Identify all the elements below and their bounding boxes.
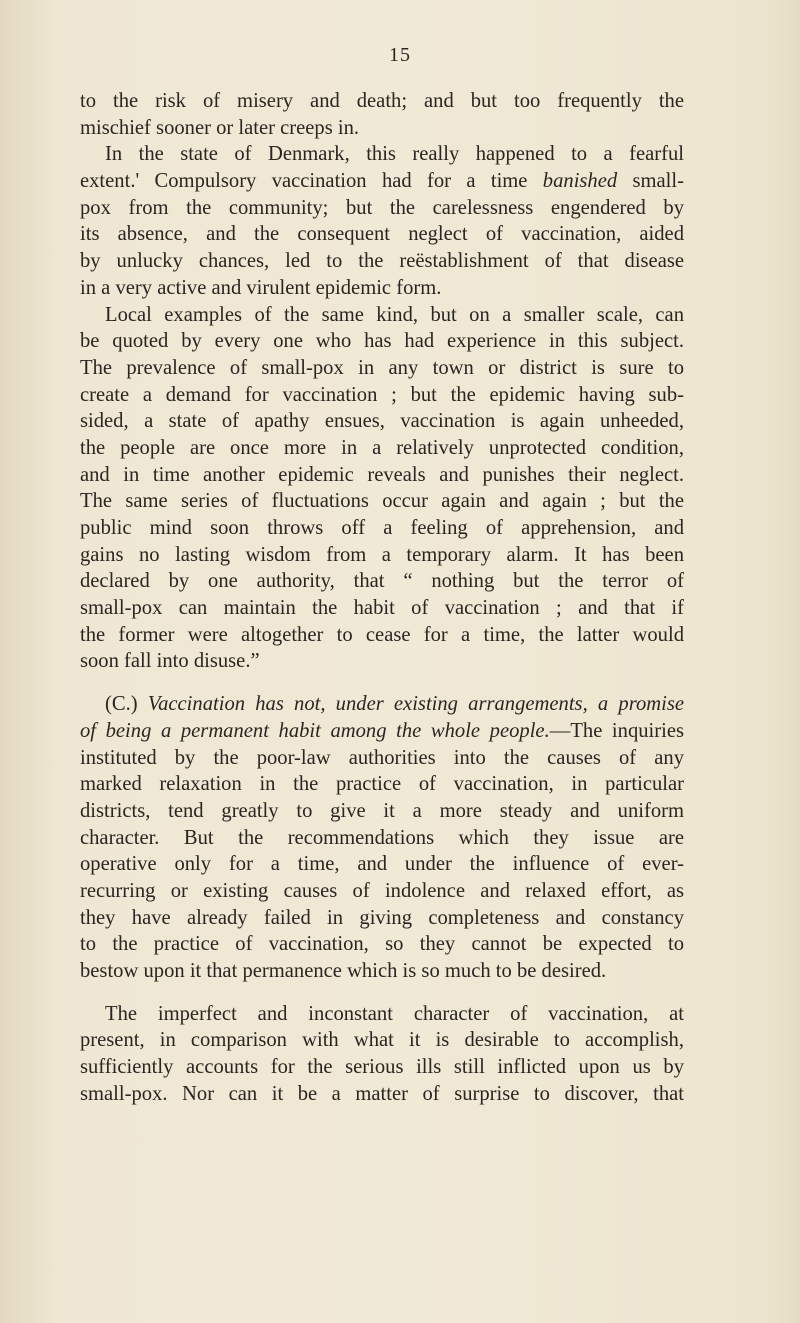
section-heading: Vaccination has not, under existing arrangements, a promise <box>147 693 684 716</box>
body-text <box>80 88 684 1107</box>
text-line: pox from the community; but the carelessness engendered by <box>80 196 684 219</box>
text-line: soon fall into disuse.” <box>80 650 260 673</box>
text-line: public mind soon throws off a feeling of apprehension, and <box>80 517 684 539</box>
text-line: by unlucky chances, led to the reëstablishment of that disease <box>80 250 684 273</box>
text-line <box>80 718 684 745</box>
text-line: sufficiently accounts for the serious ills still inflicted upon us by <box>80 1056 684 1079</box>
text-line: small-pox. Nor can it be a matter of surprise to discover, that <box>80 1082 684 1105</box>
text-line: districts, tend greatly to give it a more steady and uniform <box>80 799 684 822</box>
page-number: 15 <box>389 44 411 66</box>
paragraph-1 <box>80 88 684 141</box>
paragraph-5 <box>80 1001 684 1108</box>
line-text: extent.' Compulsory vaccination had for a time <box>80 170 528 193</box>
section-heading: of being a permanent habit among the whole people. <box>80 719 550 742</box>
text-line: The prevalence of small-pox in any town or district is sure to <box>80 356 684 379</box>
text-line: operative only for a time, and under the influence of ever- <box>80 853 684 876</box>
paragraph-2 <box>80 141 684 301</box>
text-line: sided, a state of apathy ensues, vaccination is again unheeded, <box>80 410 684 433</box>
text-line: they have already failed in giving completeness and constancy <box>80 906 684 929</box>
line-text: In the state of Denmark, this really happened to a fearful <box>105 143 684 166</box>
line-text: Local examples of the same kind, but on a smaller scale, can <box>105 303 684 326</box>
line-text: The imperfect and inconstant character of vaccination, at <box>105 1002 684 1025</box>
line-text: —The inquiries <box>549 719 684 742</box>
text-line: marked relaxation in the practice of vaccination, in particular <box>80 773 684 796</box>
text-line: its absence, and the consequent neglect of vaccination, aided <box>80 223 684 246</box>
text-line: instituted by the poor-law authorities into the causes of any <box>80 746 684 769</box>
paragraph-gap <box>80 675 684 691</box>
text-line <box>80 168 684 195</box>
text-line: mischief sooner or later creeps in. <box>80 116 360 139</box>
text-line <box>80 1001 684 1028</box>
text-line: in a very active and virulent epidemic form. <box>80 276 442 299</box>
text-line: declared by one authority, that “ nothing but the terror of <box>80 570 684 593</box>
text-line: the people are once more in a relatively unprotected condition, <box>80 436 684 459</box>
text-line <box>80 141 684 168</box>
text-line <box>80 302 684 329</box>
text-line: character. But the recommendations which they issue are <box>80 826 684 849</box>
paragraph-3 <box>80 302 684 676</box>
paragraph-gap <box>80 985 684 1001</box>
text-line: bestow upon it that permanence which is so much to be desired. <box>80 960 607 982</box>
line-text: small- <box>617 170 684 193</box>
text-line: small-pox can maintain the habit of vaccination ; and that if <box>80 597 684 620</box>
section-label: (C.) <box>105 693 138 716</box>
text-line: to the risk of misery and death; and but too frequently the <box>80 90 684 112</box>
italic-word: banished <box>542 170 618 193</box>
text-line <box>80 691 684 718</box>
text-line: to the practice of vaccination, so they cannot be expected to <box>80 933 684 956</box>
text-line: present, in comparison with what it is desirable to accomplish, <box>80 1029 684 1052</box>
text-line: create a demand for vaccination ; but the epidemic having sub- <box>80 383 684 406</box>
paragraph-4 <box>80 691 684 985</box>
text-line: The same series of fluctuations occur again and again ; but the <box>80 490 684 513</box>
text-line: the former were altogether to cease for a time, the latter would <box>80 623 684 646</box>
text-line: recurring or existing causes of indolence and relaxed effort, as <box>80 879 684 902</box>
text-line: and in time another epidemic reveals and punishes their neglect. <box>80 463 684 486</box>
text-line: gains no lasting wisdom from a temporary alarm. It has been <box>80 543 684 566</box>
text-line: be quoted by every one who has had experience in this subject. <box>80 330 684 353</box>
